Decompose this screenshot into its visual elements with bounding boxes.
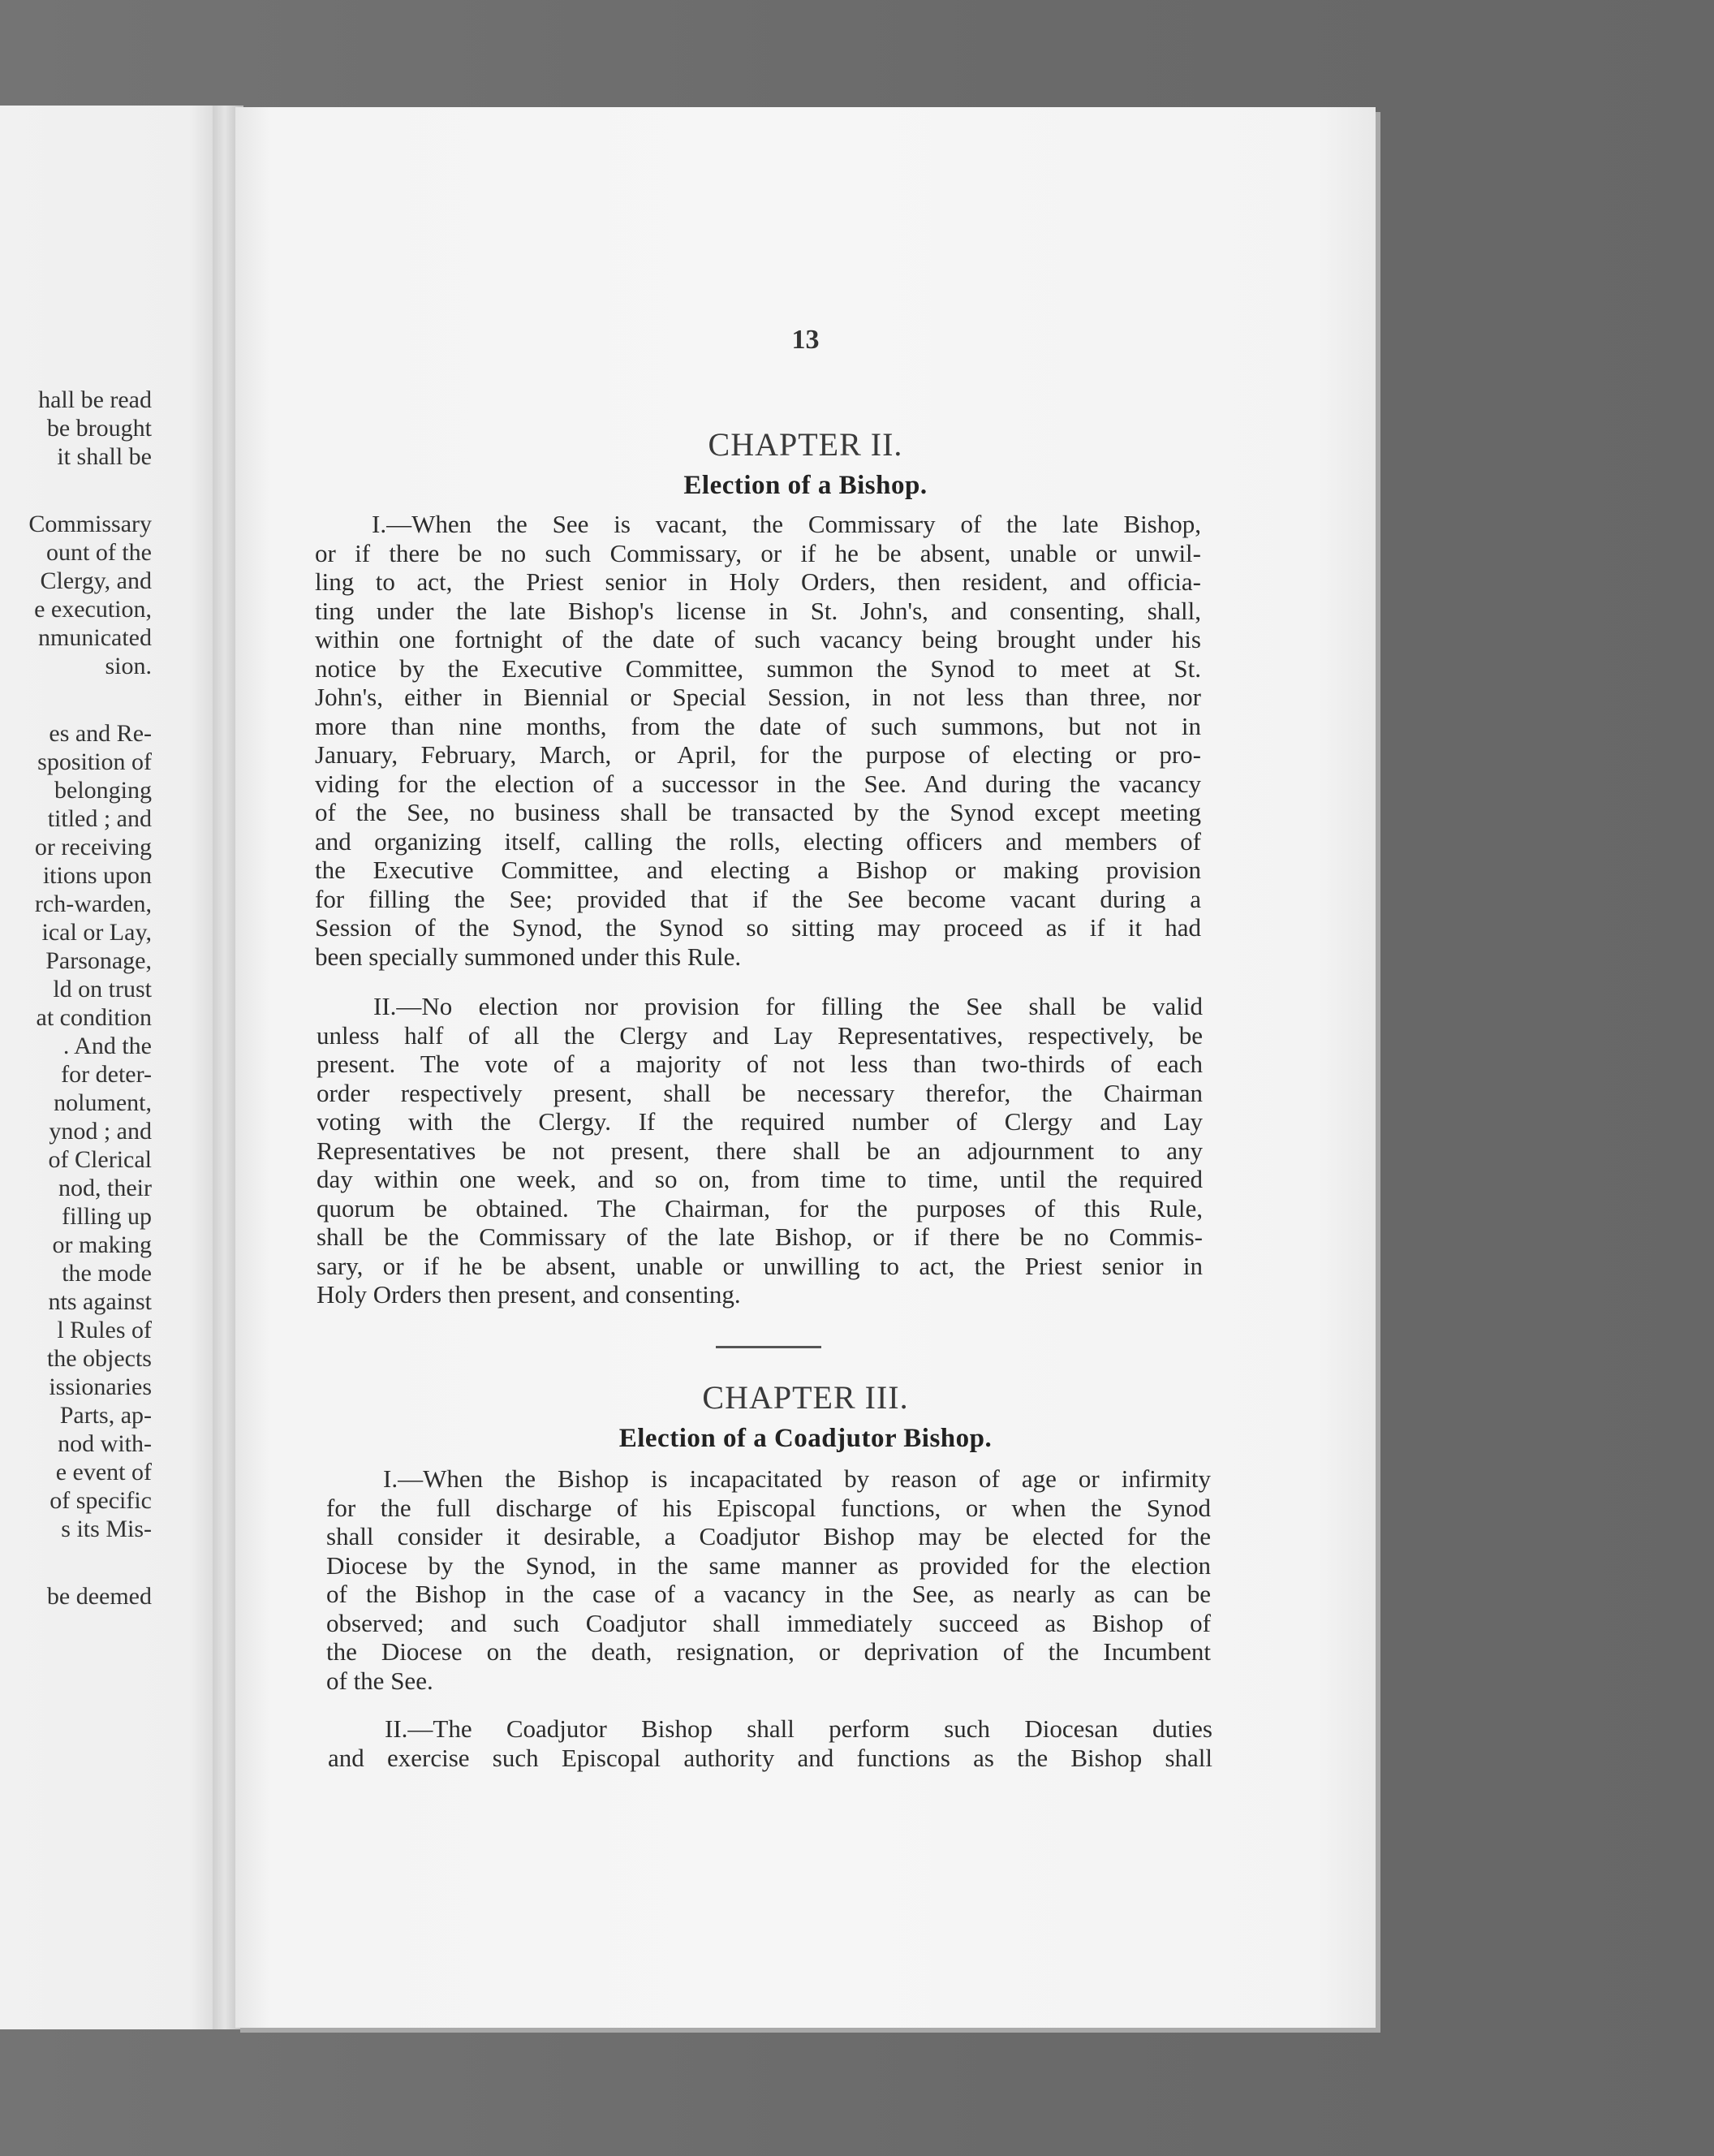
page-number: 13 [791,325,820,355]
left-text-line: nod with- [58,1430,152,1457]
text-line: ting under the late Bishop's license in St. John's, and consenting, shall, [315,596,1201,625]
left-text-line: of specific [50,1487,152,1514]
chapter-3-rule-1 [326,1464,1211,1695]
text-line: shall consider it desirable, a Coadjutor Bishop may be elected for the [326,1522,1211,1550]
left-text-line: e event of [55,1459,152,1485]
text-line: Diocese by the Synod, in the same manner as provided for the election [326,1550,1211,1580]
text-line: the Executive Committee, and electing a Bishop or making provision [315,856,1201,884]
text-line: voting with the Clergy. If the required number of Clergy and Lay [317,1107,1203,1136]
left-text-line: l Rules of [57,1317,152,1343]
left-text-line: ynod ; and [49,1118,152,1145]
left-text-line: at condition [36,1004,152,1031]
left-text-line: Parts, ap- [59,1402,152,1429]
chapter-3-rule-2 [328,1714,1212,1772]
left-page [0,106,223,2029]
chapter-3-title: CHAPTER III. [702,1379,909,1416]
left-text-line: sion. [105,653,152,679]
section-divider [716,1346,821,1348]
left-text-line: be brought [46,415,152,442]
left-text-line: or making [52,1231,152,1258]
left-text-line: Clergy, and [40,567,152,594]
left-text-line: sposition of [37,748,152,775]
text-line: January, February, March, or April, for the purpose of electing or pro- [315,740,1201,769]
text-line: of the See. [326,1666,433,1695]
left-text-line: nts against [48,1288,152,1315]
line-gap [0,1543,152,1582]
left-text-line: . And the [62,1033,152,1059]
text-line: notice by the Executive Committee, summon the Synod to meet at St. [315,653,1201,683]
left-text-line: ount of the [46,539,152,566]
text-line: of the See, no business shall be transacted by the Synod except meeting [315,798,1201,826]
left-text-line: of Clerical [48,1146,152,1173]
left-text-line: it shall be [57,443,152,470]
left-text-line: hall be read [38,386,152,413]
text-line: Representatives be not present, there shall be an adjournment to any [317,1136,1203,1165]
left-text-line: Commissary [28,511,152,537]
text-line: for filling the See; provided that if the See become vacant during a [315,884,1201,913]
left-text-line: nmunicated [38,624,152,651]
text-line: unless half of all the Clergy and Lay Representatives, respectively, be [317,1020,1203,1050]
text-line: quorum be obtained. The Chairman, for the purposes of this Rule, [317,1193,1203,1222]
right-page [235,107,1376,2028]
left-text-line: filling up [62,1203,152,1230]
text-line: of the Bishop in the case of a vacancy in the See, as nearly as can be [326,1580,1211,1608]
left-text-line: titled ; and [47,805,152,832]
chapter-3-subtitle: Election of a Coadjutor Bishop. [618,1424,993,1453]
left-text-line: ical or Lay, [41,919,152,946]
text-line: the Diocese on the death, resignation, or deprivation of the Incumbent [326,1637,1211,1666]
line-gap [0,471,152,510]
left-text-line: be deemed [46,1583,152,1610]
left-text-line: issionaries [49,1373,152,1400]
left-text-line: or receiving [34,834,152,860]
left-text-line: for deter- [61,1061,152,1088]
left-text-line: nod, their [58,1175,152,1201]
left-text-line: belonging [54,777,152,804]
text-line: II.—No election nor provision for filling the See shall be valid [373,992,1203,1020]
text-line: order respectively present, shall be necessary therefor, the Chairman [317,1078,1203,1107]
text-line: present. The vote of a majority of not less than two-thirds of each [317,1050,1203,1078]
left-page-text [0,386,152,1611]
text-line: for the full discharge of his Episcopal functions, or when the Synod [326,1493,1211,1522]
text-line: I.—When the See is vacant, the Commissary of the late Bishop, [372,510,1201,538]
left-text-line: es and Re- [49,720,152,747]
text-line: viding for the election of a successor in the See. And during the vacancy [315,769,1201,798]
text-line: I.—When the Bishop is incapacitated by reason of age or infirmity [383,1464,1211,1493]
text-line: and exercise such Episcopal authority and functions as the Bishop shall [328,1743,1212,1772]
chapter-2-rule-2 [317,992,1203,1309]
text-line: ling to act, the Priest senior in Holy Orders, then resident, and officia- [315,567,1201,596]
left-text-line: the mode [62,1260,152,1287]
left-text-line: s its Mis- [61,1516,152,1542]
text-line: within one fortnight of the date of such vacancy being brought under his [315,625,1201,653]
left-text-line: Parsonage, [45,947,152,974]
text-line: and organizing itself, calling the rolls, electing officers and members of [315,826,1201,856]
text-line: Session of the Synod, the Synod so sitting may proceed as if it had [315,913,1201,942]
text-line: shall be the Commissary of the late Bishop, or if there be no Commis- [317,1222,1203,1251]
chapter-2-rule-1 [315,510,1201,971]
text-line: day within one week, and so on, from time to time, until the required [317,1165,1203,1193]
text-line: John's, either in Biennial or Special Session, in not less than three, nor [315,683,1201,711]
chapter-2-subtitle: Election of a Bishop. [683,471,928,500]
text-line: Holy Orders then present, and consenting. [317,1280,741,1309]
text-line: sary, or if he be absent, unable or unwilling to act, the Priest senior in [317,1251,1203,1280]
text-line: or if there be no such Commissary, or if he be absent, unable or unwil- [315,538,1201,567]
left-text-line: nolument, [54,1089,152,1116]
chapter-2-title: CHAPTER II. [708,426,903,463]
line-gap [0,680,152,719]
left-text-line: rch-warden, [34,890,152,917]
text-line: observed; and such Coadjutor shall immediately succeed as Bishop of [326,1608,1211,1637]
text-line: been specially summoned under this Rule. [315,942,742,971]
left-text-line: itions upon [42,862,152,889]
text-line: II.—The Coadjutor Bishop shall perform such Diocesan duties [385,1714,1212,1743]
left-text-line: ld on trust [53,976,152,1003]
left-text-line: the objects [46,1345,152,1372]
left-text-line: e execution, [34,596,152,623]
text-line: more than nine months, from the date of such summons, but not in [315,711,1201,740]
